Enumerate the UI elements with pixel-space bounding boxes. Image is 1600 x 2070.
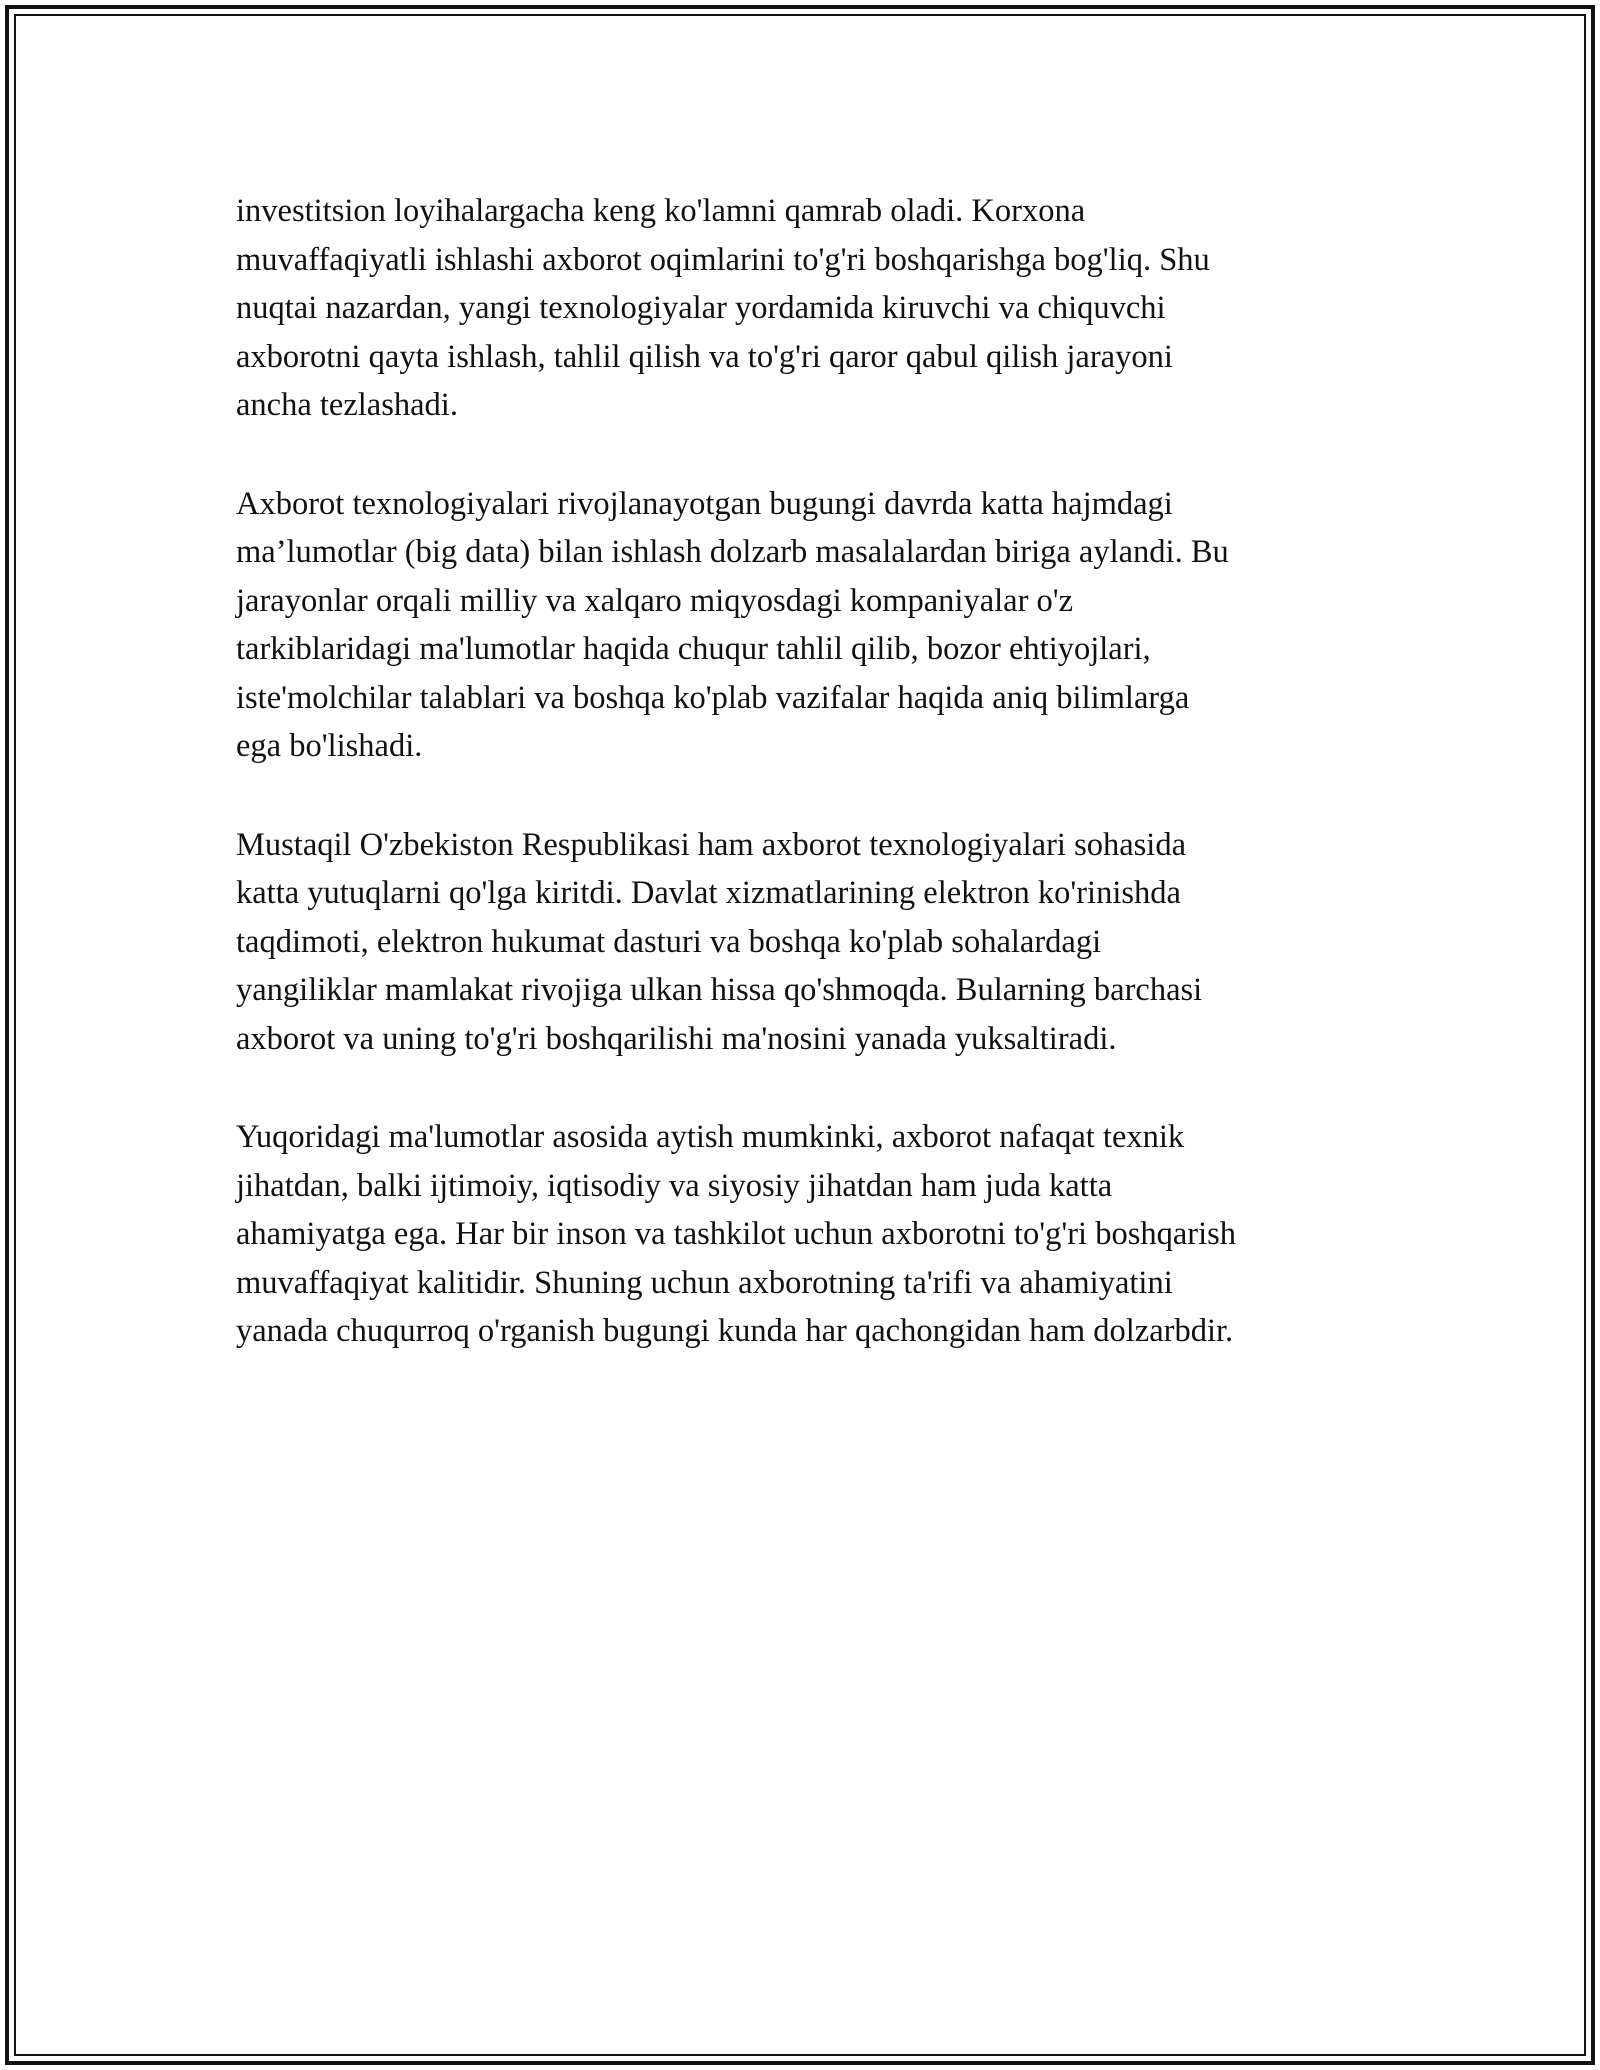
paragraph-line: axborotni qayta ishlash, tahlil qilish va to'g'ri qaror qabul qilish jarayoni xyxy=(236,338,1173,375)
paragraph-line: ega bo'lishadi. xyxy=(236,728,423,764)
paragraph-4 xyxy=(236,1113,1396,1356)
paragraph-line: tarkiblaridagi ma'lumotlar haqida chuqur tahlil qilib, bozor ehtiyojlari, xyxy=(236,631,1151,667)
paragraph-line: jarayonlar orqali milliy va xalqaro miqyosdagi kompaniyalar o'z xyxy=(236,582,1074,619)
paragraph-3 xyxy=(236,821,1396,1064)
paragraph-line: muvaffaqiyatli ishlashi axborot oqimlarini to'g'ri boshqarishga bog'liq. Shu xyxy=(236,241,1210,278)
paragraph-line: yangiliklar mamlakat rivojiga ulkan hissa qo'shmoqda. Bularning barchasi xyxy=(236,972,1203,1008)
paragraph-2 xyxy=(236,480,1396,771)
paragraph-line: Mustaqil O'zbekiston Respublikasi ham axborot texnologiyalari sohasida xyxy=(236,826,1187,863)
paragraph-line: yanada chuqurroq o'rganish bugungi kunda har qachongidan ham dolzarbdir. xyxy=(236,1313,1234,1349)
paragraph-line: iste'molchilar talablari va boshqa ko'plab vazifalar haqida aniq bilimlarga xyxy=(236,679,1190,716)
paragraph-line: muvaffaqiyat kalitidir. Shuning uchun axborotning ta'rifi va ahamiyatini xyxy=(236,1264,1173,1301)
paragraph-line: ahamiyatga ega. Har bir inson va tashkilot uchun axborotni to'g'ri boshqarish xyxy=(236,1216,1237,1252)
paragraph-line: jihatdan, balki ijtimoiy, iqtisodiy va siyosiy jihatdan ham juda katta xyxy=(236,1167,1113,1204)
paragraph-line: taqdimoti, elektron hukumat dasturi va boshqa ko'plab sohalardagi xyxy=(236,923,1102,960)
paragraph-1 xyxy=(236,187,1396,430)
paragraph-line: Yuqoridagi ma'lumotlar asosida aytish mumkinki, axborot nafaqat texnik xyxy=(236,1119,1185,1155)
paragraph-line: Axborot texnologiyalari rivojlanayotgan bugungi davrda katta hajmdagi xyxy=(236,485,1173,522)
paragraph-line: axborot va uning to'g'ri boshqarilishi ma'nosini yanada yuksaltiradi. xyxy=(236,1020,1117,1057)
paragraph-line: katta yutuqlarni qo'lga kiritdi. Davlat xizmatlarining elektron ko'rinishda xyxy=(236,875,1181,911)
paragraph-line: ma’lumotlar (big data) bilan ishlash dolzarb masalalardan biriga aylandi. Bu xyxy=(236,534,1229,570)
paragraph-line: nuqtai nazardan, yangi texnologiyalar yordamida kiruvchi va chiquvchi xyxy=(236,290,1166,326)
document-body xyxy=(236,187,1396,1406)
paragraph-line: investitsion loyihalargacha keng ko'lamni qamrab oladi. Korxona xyxy=(236,193,1086,229)
paragraph-line: ancha tezlashadi. xyxy=(236,387,458,423)
